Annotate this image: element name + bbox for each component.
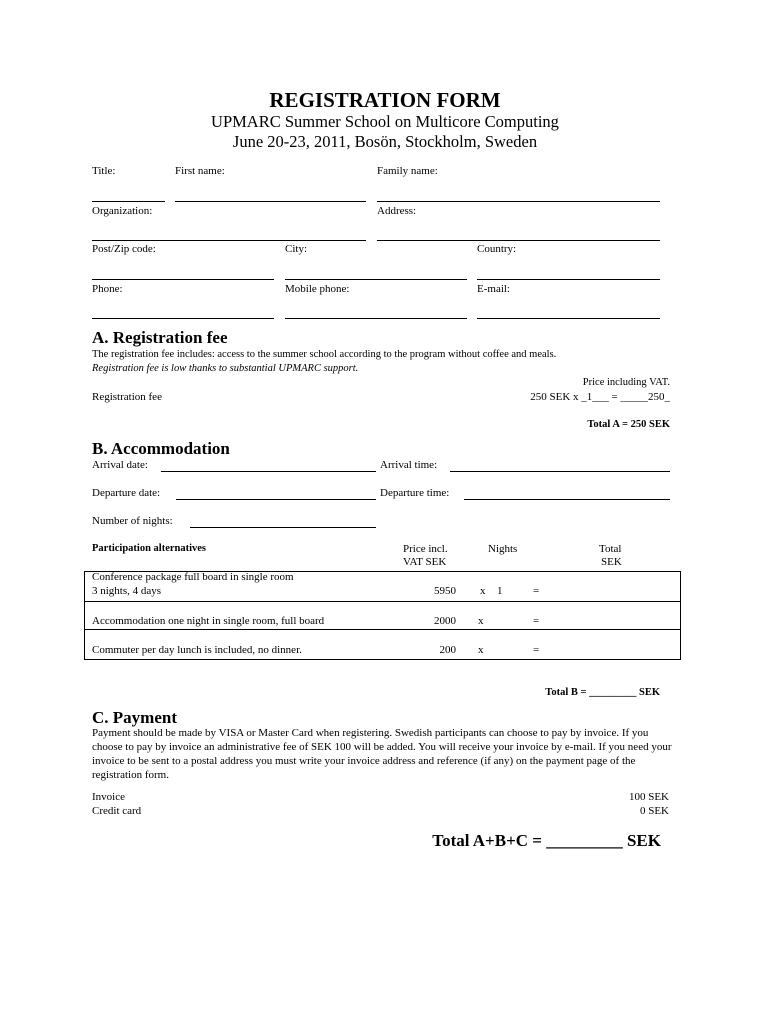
arrival-date-label: Arrival date: xyxy=(92,459,148,471)
table-row-desc: Conference package full board in single room xyxy=(92,571,294,583)
departure-date-label: Departure date: xyxy=(92,487,161,499)
section-a-heading: A. Registration fee xyxy=(92,328,228,347)
table-row-equals: = xyxy=(533,585,540,597)
city-label: City: xyxy=(285,243,308,255)
registration-fee-label: Registration fee xyxy=(92,391,162,403)
col-price-header-1: Price incl. xyxy=(403,543,448,555)
departure-date-field[interactable] xyxy=(176,499,376,500)
departure-time-label: Departure time: xyxy=(380,487,450,499)
address-label: Address: xyxy=(377,205,417,217)
col-price-header-2: VAT SEK xyxy=(403,556,447,568)
phone-field[interactable] xyxy=(92,318,274,319)
email-field[interactable] xyxy=(477,318,660,319)
table-row-equals: = xyxy=(533,615,540,627)
table-row-price: 200 xyxy=(439,644,456,656)
form-subtitle-event: UPMARC Summer School on Multicore Computing xyxy=(211,112,559,131)
grand-total[interactable]: Total A+B+C = _________ SEK xyxy=(432,831,661,850)
mobile-field[interactable] xyxy=(285,318,467,319)
table-row-price: 5950 xyxy=(434,585,456,597)
payment-instructions: Payment should be made by VISA or Master Card when registering. Swedish participants can choose to pay by invoice. If you choose to pay by invoice an administrative fee of SEK 100 will be added. You will receive your invoice by e-mail. If you need your invoice to be sent to a postal address you must write your invoice address and reference (if any) on the payment page of the registration form. xyxy=(92,727,672,781)
table-row-divider xyxy=(85,629,680,630)
col-total-header-2: SEK xyxy=(601,556,622,568)
title-label: Title: xyxy=(92,165,116,177)
address-field[interactable] xyxy=(377,240,660,241)
form-subtitle-date: June 20-23, 2011, Bosön, Stockholm, Sweden xyxy=(232,132,538,151)
email-label: E-mail: xyxy=(477,283,510,295)
fee-includes-text: The registration fee includes: access to the summer school according to the program without coffee and meals. xyxy=(92,349,557,360)
table-row-equals: = xyxy=(533,644,540,656)
table-row-nights[interactable]: 1 xyxy=(497,585,503,597)
arrival-time-field[interactable] xyxy=(450,471,670,472)
country-field[interactable] xyxy=(477,279,660,280)
table-row-desc: Accommodation one night in single room, full board xyxy=(92,615,325,627)
table-row-x: x xyxy=(478,644,484,656)
total-b[interactable]: Total B = _________ SEK xyxy=(545,687,660,698)
total-a: Total A = 250 SEK xyxy=(587,419,670,430)
table-row-x: x xyxy=(480,585,486,597)
post-zip-label: Post/Zip code: xyxy=(92,243,156,255)
table-row-desc: 3 nights, 4 days xyxy=(92,585,162,597)
col-nights-header: Nights xyxy=(488,543,518,555)
organization-field[interactable] xyxy=(92,240,366,241)
departure-time-field[interactable] xyxy=(464,499,670,500)
fee-support-note: Registration fee is low thanks to substantial UPMARC support. xyxy=(92,363,359,374)
col-total-header-1: Total xyxy=(599,543,622,555)
number-of-nights-label: Number of nights: xyxy=(92,515,173,527)
first-name-field[interactable] xyxy=(175,201,366,202)
mobile-label: Mobile phone: xyxy=(285,283,350,295)
registration-fee-calc[interactable]: 250 SEK x _1___ = _____250_ xyxy=(530,391,670,403)
first-name-label: First name: xyxy=(175,165,225,177)
arrival-time-label: Arrival time: xyxy=(380,459,438,471)
section-b-heading: B. Accommodation xyxy=(92,439,230,458)
phone-label: Phone: xyxy=(92,283,123,295)
table-row-desc: Commuter per day lunch is included, no dinner. xyxy=(92,644,302,656)
table-row-divider xyxy=(85,601,680,602)
title-field[interactable] xyxy=(92,201,165,202)
credit-card-fee: 0 SEK xyxy=(639,805,669,817)
credit-card-label: Credit card xyxy=(92,805,142,817)
family-name-label: Family name: xyxy=(377,165,438,177)
country-label: Country: xyxy=(477,243,517,255)
price-header: Price including VAT. xyxy=(582,377,670,388)
table-row-x: x xyxy=(478,615,484,627)
post-zip-field[interactable] xyxy=(92,279,274,280)
number-of-nights-field[interactable] xyxy=(190,527,376,528)
invoice-label: Invoice xyxy=(92,791,125,803)
col-alternatives-header: Participation alternatives xyxy=(92,543,207,554)
invoice-fee: 100 SEK xyxy=(628,791,669,803)
form-title: REGISTRATION FORM xyxy=(269,88,501,112)
city-field[interactable] xyxy=(285,279,467,280)
arrival-date-field[interactable] xyxy=(161,471,376,472)
section-c-heading: C. Payment xyxy=(92,708,177,727)
organization-label: Organization: xyxy=(92,205,153,217)
family-name-field[interactable] xyxy=(377,201,660,202)
table-row-price: 2000 xyxy=(434,615,456,627)
